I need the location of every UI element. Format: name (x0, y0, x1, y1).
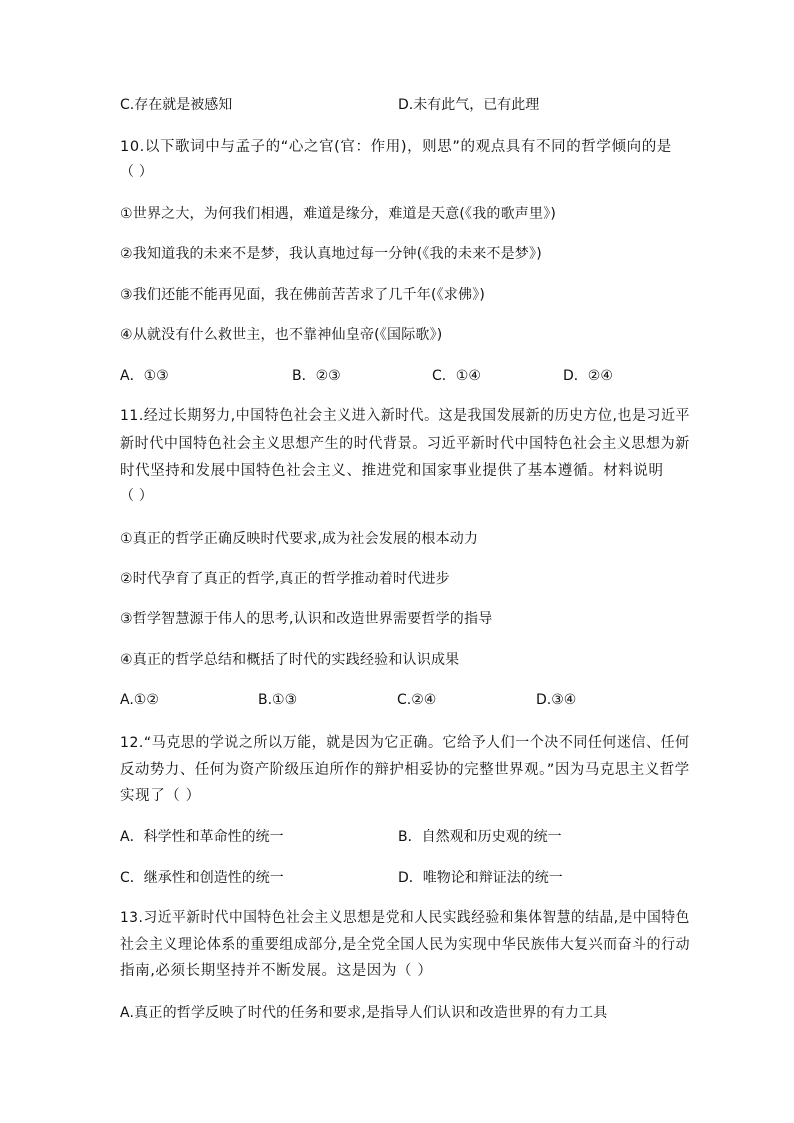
q11-stem-line3: 时代坚持和发展中国特色社会主义、推进党和国家事业提供了基本遵循。材料说明 (120, 463, 664, 479)
q11-stem-line2: 新时代中国特色社会主义思想产生的时代背景。习近平新时代中国特色社会主义思想为新 (120, 436, 690, 452)
q10-option-c: C．①④ (432, 368, 481, 384)
q11-item-2: ②时代孕育了真正的哲学,真正的哲学推动着时代进步 (120, 571, 450, 587)
q12-stem-line3: 实现了（ ） (120, 788, 201, 804)
q12-option-a: A．科学性和革命性的统一 (120, 829, 284, 845)
q10-item-2: ②我知道我的未来不是梦，我认真地过每一分钟(《我的未来不是梦》) (120, 246, 542, 262)
q10-item-3: ③我们还能不能再见面，我在佛前苦苦求了几千年(《求佛》) (120, 287, 486, 303)
q11-option-a: A.①② (120, 692, 159, 708)
q12-option-c: C．继承性和创造性的统一 (120, 870, 284, 886)
q11-option-d: D.③④ (536, 692, 577, 708)
q11-option-c: C.②④ (397, 692, 437, 708)
q10-option-a: A．①③ (120, 368, 169, 384)
q9-option-d: D.未有此气，已有此理 (398, 97, 540, 113)
q13-option-a: A.真正的哲学反映了时代的任务和要求,是指导人们认识和改造世界的有力工具 (120, 1005, 608, 1021)
q11-item-4: ④真正的哲学总结和概括了时代的实践经验和认识成果 (120, 652, 460, 668)
q13-stem-line3: 指南,必须长期坚持并不断发展。这是因为（ ） (120, 963, 433, 979)
q10-option-b: B．②③ (292, 368, 341, 384)
q11-answer-bracket: （ ） (120, 488, 154, 504)
q11-item-3: ③哲学智慧源于伟人的思考,认识和改造世界需要哲学的指导 (120, 611, 493, 627)
q13-stem-line2: 社会主义理论体系的重要组成部分,是全党全国人民为实现中华民族伟大复兴而奋斗的行动 (120, 937, 691, 953)
q13-stem-line1: 13.习近平新时代中国特色社会主义思想是党和人民实践经验和集体智慧的结晶,是中国特色 (120, 910, 690, 926)
q11-item-1: ①真正的哲学正确反映时代要求,成为社会发展的根本动力 (120, 531, 479, 547)
q10-answer-bracket: （ ） (120, 164, 154, 180)
q10-stem-line1: 10.以下歌词中与孟子的“心之官(官：作用)，则思”的观点具有不同的哲学倾向的是 (120, 139, 672, 155)
q11-option-b: B.①③ (258, 692, 298, 708)
q12-stem-line1: 12.“马克思的学说之所以万能，就是因为它正确。它给予人们一个决不同任何迷信、任何 (120, 735, 690, 751)
q12-stem-line2: 反动势力、任何为资产阶级压迫所作的辩护相妥协的完整世界观。”因为马克思主义哲学 (120, 762, 690, 778)
q10-option-d: D．②④ (563, 368, 613, 384)
q10-item-1: ①世界之大，为何我们相遇，难道是缘分，难道是天意(《我的歌声里》) (120, 206, 557, 222)
q12-option-d: D．唯物论和辩证法的统一 (398, 870, 563, 886)
q11-stem-line1: 11.经过长期努力,中国特色社会主义进入新时代。这是我国发展新的历史方位,也是习近平 (120, 408, 690, 424)
q9-option-c: C.存在就是被感知 (120, 97, 233, 113)
q10-item-4: ④从就没有什么救世主，也不靠神仙皇帝(《国际歌》) (120, 327, 443, 343)
q12-option-b: B．自然观和历史观的统一 (398, 829, 562, 845)
